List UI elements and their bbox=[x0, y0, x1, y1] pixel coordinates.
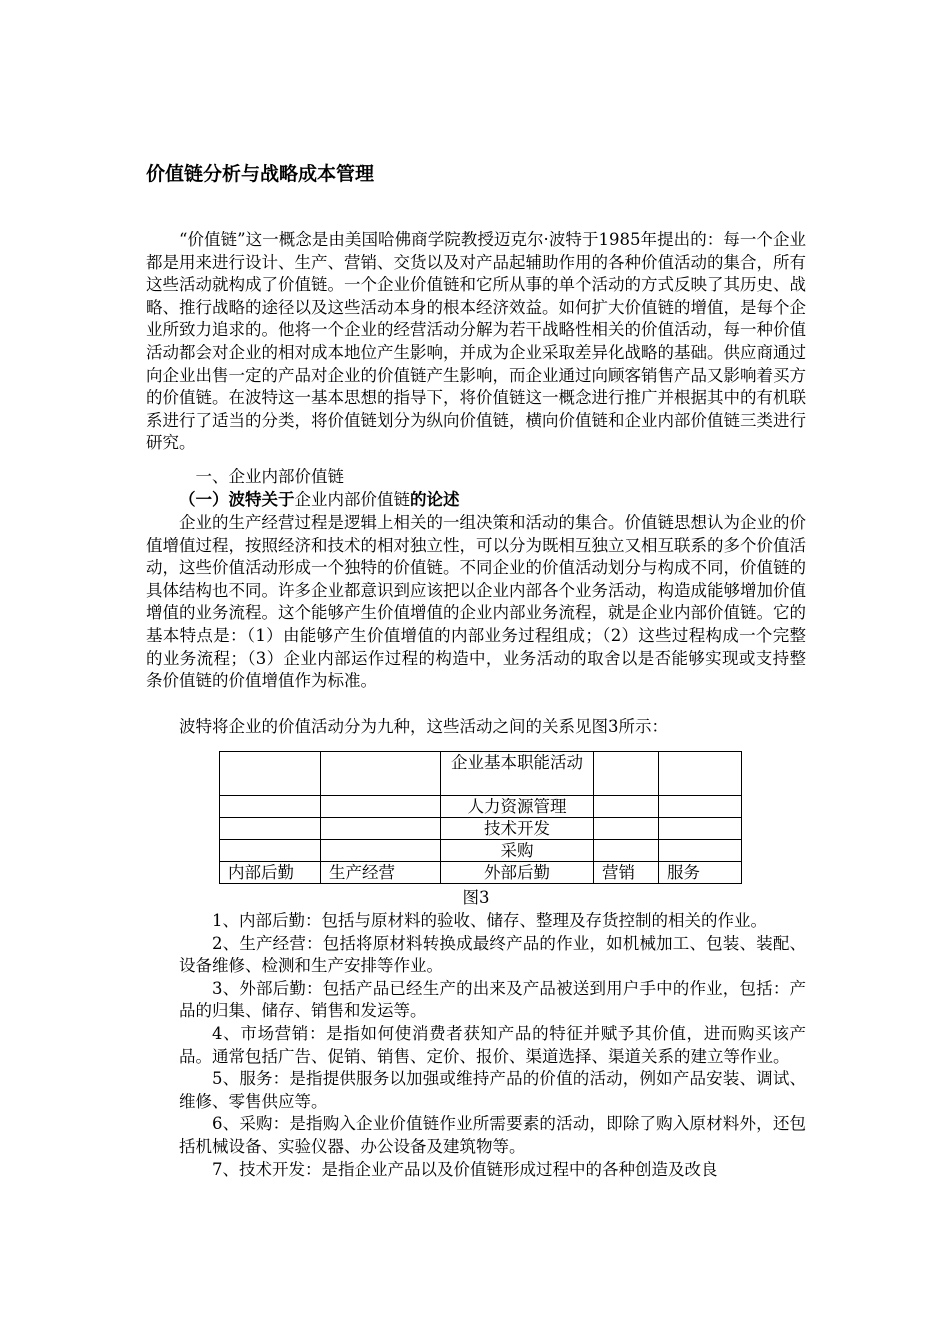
table-cell-empty bbox=[659, 818, 742, 840]
table-cell-empty bbox=[659, 752, 742, 796]
support-activity-cell: 人力资源管理 bbox=[441, 796, 594, 818]
table-cell-empty bbox=[321, 752, 441, 796]
intro-paragraph: “价值链”这一概念是由美国哈佛商学院教授迈克尔·波特于1985年提出的：每一个企业都是用来进行设计、生产、营销、交货以及对产品起辅助作用的各种价值活动的集合，所有这些活动就构成了价值链。一个企业价值链和它所从事的单个活动的方式反映了其历史、战略、推行战略的途径以及这些活动本身的根本经济效益。如何扩大价值链的增值，是每个企业所致力追求的。他将一个企业的经营活动分解为若干战略性相关的价值活动，每一种价值活动都会对企业的相对成本地位产生影响，并成为企业采取差异化战略的基础。供应商通过向企业出售一定的产品对企业的价值链产生影响，而企业通过向顾客销售产品又影响着买方的价值链。在波特这一基本思想的指导下，将价值链这一概念进行推广并根据其中的有机联系进行了适当的分类，将价值链划分为纵向价值链，横向价值链和企业内部价值链三类进行研究。 bbox=[146, 230, 806, 453]
table-row bbox=[220, 818, 742, 840]
section-heading: 一、企业内部价值链 bbox=[195, 467, 344, 486]
subsection-heading bbox=[146, 489, 806, 512]
table-cell-empty bbox=[659, 840, 742, 862]
primary-activity-cell: 营销 bbox=[594, 862, 659, 884]
primary-activity-cell: 服务 bbox=[659, 862, 742, 884]
table-row bbox=[220, 840, 742, 862]
support-activity-cell: 企业基本职能活动 bbox=[441, 752, 594, 796]
table-cell-empty bbox=[220, 752, 321, 796]
value-chain-table bbox=[219, 751, 742, 884]
support-activity-cell: 技术开发 bbox=[441, 818, 594, 840]
subsection-heading-part3: 的论述 bbox=[410, 490, 460, 509]
list-item: 3、外部后勤：包括产品已经生产的出来及产品被送到用户手中的作业，包括：产品的归集、储存、销售和发运等。 bbox=[179, 978, 806, 1021]
list-item: 1、内部后勤：包括与原材料的验收、储存、整理及存货控制的相关的作业。 bbox=[212, 911, 767, 930]
subsection-heading-part1: （一）波特关于 bbox=[179, 490, 295, 509]
activity-list bbox=[146, 910, 806, 1181]
list-item: 5、服务：是指提供服务以加强或维持产品的价值的活动，例如产品安装、调试、维修、零售供应等。 bbox=[179, 1069, 806, 1111]
table-cell-empty bbox=[594, 796, 659, 818]
table-cell-empty bbox=[594, 840, 659, 862]
table-cell-empty bbox=[220, 840, 321, 862]
primary-activity-cell: 外部后勤 bbox=[441, 862, 594, 884]
primary-activity-cell: 内部后勤 bbox=[220, 862, 321, 884]
table-cell-empty bbox=[594, 818, 659, 840]
table-row bbox=[220, 862, 742, 884]
internal-value-chain-paragraph: 企业的生产经营过程是逻辑上相关的一组决策和活动的集合。价值链思想认为企业的价值增值过程，按照经济和技术的相对独立性，可以分为既相互独立又相互联系的多个价值活动，这些价值活动形成一个独特的价值链。不同企业的价值活动划分与构成不同，价值链的具体结构也不同。许多企业都意识到应该把以企业内部各个业务活动，构造成能够增加价值增值的业务流程。这个能够产生价值增值的企业内部业务流程，就是企业内部价值链。它的基本特点是：（1）由能够产生价值增值的内部业务过程组成；（2）这些过程构成一个完整的业务流程；（3）企业内部运作过程的构造中，业务活动的取舍以是否能够实现或支持整条价值链的价值增值作为标准。 bbox=[146, 513, 806, 691]
figure-caption: 图3 bbox=[462, 888, 490, 907]
table-cell-empty bbox=[220, 796, 321, 818]
support-activity-cell: 采购 bbox=[441, 840, 594, 862]
table-cell-empty bbox=[321, 840, 441, 862]
subsection-heading-part2: 企业内部价值链 bbox=[294, 490, 410, 509]
table-cell-empty bbox=[594, 752, 659, 796]
primary-activity-cell: 生产经营 bbox=[321, 862, 441, 884]
porter-paragraph: 波特将企业的价值活动分为九种，这些活动之间的关系见图3所示： bbox=[179, 717, 668, 736]
table-cell-empty bbox=[321, 818, 441, 840]
list-item: 7、技术开发：是指企业产品以及价值链形成过程中的各种创造及改良 bbox=[212, 1159, 718, 1179]
table-row bbox=[220, 796, 742, 818]
table-row bbox=[220, 752, 742, 796]
table-cell-empty bbox=[321, 796, 441, 818]
document-title: 价值链分析与战略成本管理 bbox=[146, 163, 375, 185]
list-item: 4、市场营销：是指如何使消费者获知产品的特征并赋予其价值，进而购买该产品。通常包括广告、促销、销售、定价、报价、渠道选择、渠道关系的建立等作业。 bbox=[179, 1023, 806, 1066]
list-item: 6、采购：是指购入企业价值链作业所需要素的活动，即除了购入原材料外，还包括机械设备、实验仪器、办公设备及建筑物等。 bbox=[179, 1114, 806, 1156]
table-cell-empty bbox=[659, 796, 742, 818]
list-item: 2、生产经营：包括将原材料转换成最终产品的作业，如机械加工、包装、装配、设备维修、检测和生产安排等作业。 bbox=[179, 933, 806, 976]
table-cell-empty bbox=[220, 818, 321, 840]
